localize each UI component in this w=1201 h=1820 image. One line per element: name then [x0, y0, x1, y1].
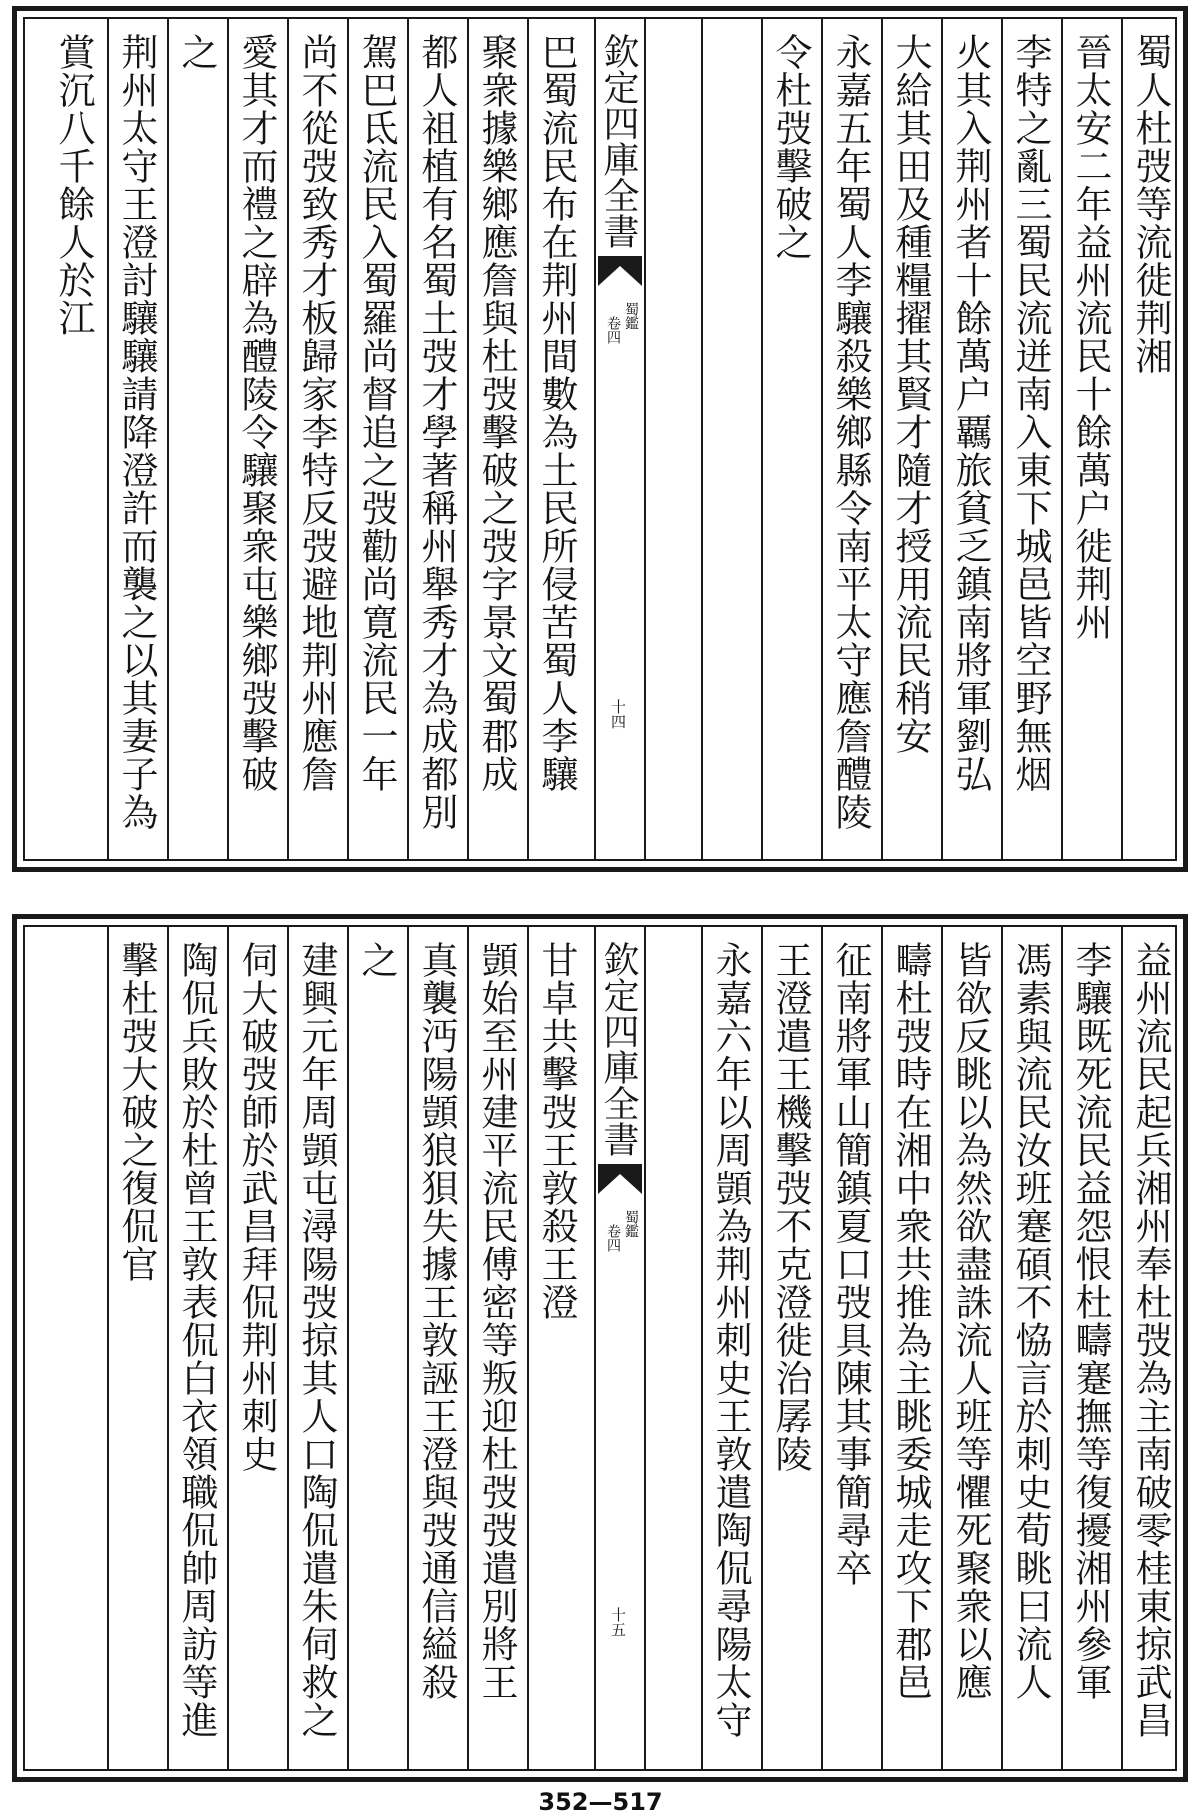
text-column: 之: [355, 941, 398, 979]
book-title: 欽定四庫全書: [598, 941, 639, 1157]
text-column: 聚衆據樂鄉應詹與杜弢擊破之弢字景文蜀郡成: [475, 33, 518, 793]
text-column: 愛其才而禮之辟為醴陵令驤聚衆屯樂鄉弢擊破: [235, 33, 278, 793]
text-column: 皆欲反眺以為然欲盡誅流人班等懼死聚衆以應: [949, 941, 992, 1701]
text-column: 擊杜弢大破之復侃官: [115, 941, 158, 1283]
volume-label: 卷四: [605, 316, 621, 344]
text-column: 令杜弢擊破之: [769, 33, 812, 261]
text-column: 大給其田及種糧擢其賢才隨才授用流民稍安: [889, 33, 932, 755]
text-column: 馮素與流民汝班蹇碩不恊言於刺史荀眺曰流人: [1009, 941, 1052, 1701]
text-column: 李特之亂三蜀民流迸南入東下城邑皆空野無烟: [1009, 33, 1052, 793]
text-column: 尚不從弢致秀才板歸家李特反弢避地荆州應詹: [295, 33, 338, 793]
page-reference-number: 352—517: [538, 1788, 663, 1816]
text-column: 駕巴氐流民入蜀羅尚督追之弢勸尚寛流民一年: [355, 33, 398, 793]
text-column: 永嘉五年蜀人李驤殺樂鄉縣令南平太守應詹醴陵: [829, 33, 872, 831]
text-column: 巴蜀流民布在荆州間數為土民所侵苦蜀人李驤: [535, 33, 578, 793]
text-column: 甘卓共擊弢王敦殺王澄: [535, 941, 578, 1321]
text-column: 蜀人杜弢等流徙荆湘: [1129, 33, 1172, 375]
text-column: 之: [175, 33, 218, 71]
text-column: 真襲沔陽顗狼狽失據王敦誣王澄與弢通信縊殺: [415, 941, 458, 1701]
leaf-number: 十四: [609, 699, 627, 729]
bottom-page-frame: [12, 914, 1188, 1782]
text-column: 伺大破弢師於武昌拜侃荆州刺史: [235, 941, 278, 1473]
volume-label: 蜀鑑: [623, 302, 639, 330]
text-column: 晉太安二年益州流民十餘萬户徙荆州: [1069, 33, 1112, 641]
book-title: 欽定四庫全書: [598, 33, 639, 249]
text-column: 益州流民起兵湘州奉杜弢為主南破零桂東掠武昌: [1129, 941, 1172, 1739]
text-column: 賞沉八千餘人於江: [52, 33, 95, 337]
text-column: 征南將軍山簡鎮夏口弢具陳其事簡尋卒: [829, 941, 872, 1587]
fish-tail-mark-icon: [596, 1162, 644, 1196]
center-fold-column: [594, 927, 646, 1769]
text-column: 永嘉六年以周顗為荆州刺史王敦遣陶侃尋陽太守: [709, 941, 752, 1739]
text-column: 李驤既死流民益怨恨杜疇蹇撫等復擾湘州參軍: [1069, 941, 1112, 1701]
leaf-number: 十五: [609, 1607, 627, 1637]
volume-label: 卷四: [605, 1224, 621, 1252]
top-page-frame: [12, 6, 1188, 872]
top-page-body: [23, 17, 1177, 861]
text-column: 建興元年周顗屯潯陽弢掠其人口陶侃遣朱伺救之: [295, 941, 338, 1739]
fish-tail-mark-icon: [596, 254, 644, 288]
volume-label: 蜀鑑: [623, 1210, 639, 1238]
text-column: 陶侃兵敗於杜曾王敦表侃白衣領職侃帥周訪等進: [175, 941, 218, 1739]
text-column: 火其入荆州者十餘萬户覊旅貧乏鎮南將軍劉弘: [949, 33, 992, 793]
text-column: 王澄遣王機擊弢不克澄徙治孱陵: [769, 941, 812, 1473]
text-column: 荆州太守王澄討驤驤請降澄許而襲之以其妻子為: [115, 33, 158, 831]
center-fold-column: [594, 19, 646, 859]
text-column: 都人祖植有名蜀土弢才學著稱州舉秀才為成都別: [415, 33, 458, 831]
text-column: 疇杜弢時在湘中衆共推為主眺委城走攻下郡邑: [889, 941, 932, 1701]
text-column: 顗始至州建平流民傅密等叛迎杜弢弢遣別將王: [475, 941, 518, 1701]
bottom-page-body: [23, 925, 1177, 1771]
